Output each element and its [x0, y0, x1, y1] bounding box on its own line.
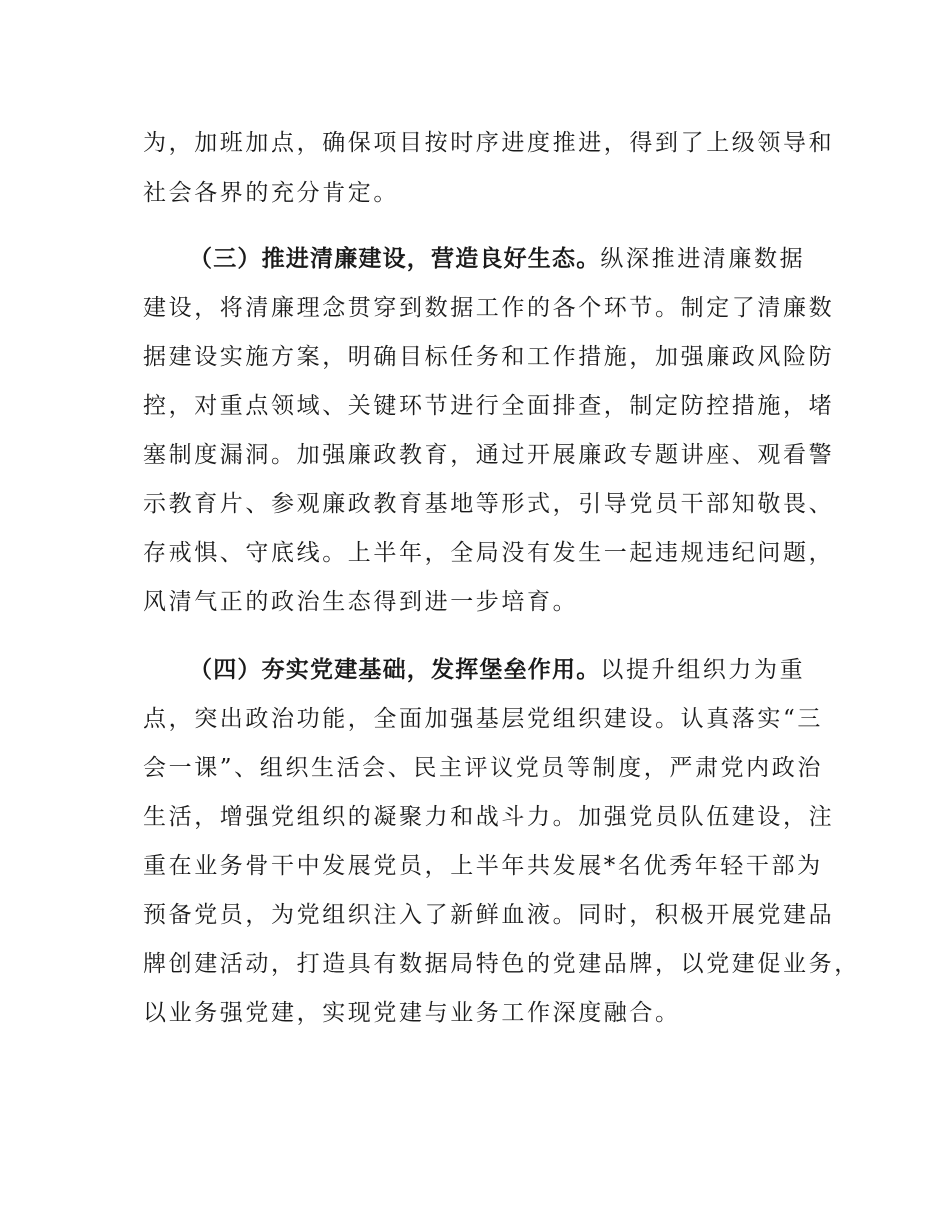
paragraph-line: 会一课”、组织生活会、民主评议党员等制度，严肃党内政治 [143, 755, 823, 781]
paragraph-line: 建设，将清廉理念贯穿到数据工作的各个环节。制定了清廉数 [143, 295, 835, 321]
paragraph-line: 点，突出政治功能，全面加强基层党组织建设。认真落实“三 [143, 706, 823, 732]
paragraph-line: 存戒惧、守底线。上半年，全局没有发生一起违规违纪问题， [143, 540, 835, 566]
section-3-heading: （三）推进清廉建设，营造良好生态。 [189, 246, 601, 272]
paragraph-line: 示教育片、参观廉政教育基地等形式，引导党员干部知敬畏、 [143, 491, 835, 517]
paragraph-line: 生活，增强党组织的凝聚力和战斗力。加强党员队伍建设，注 [143, 804, 835, 830]
paragraph-line: 预备党员，为党组织注入了新鲜血液。同时，积极开展党建品 [143, 902, 835, 928]
section-4-heading: （四）夯实党建基础，发挥堡垒作用。 [189, 657, 601, 683]
paragraph-line: 重在业务骨干中发展党员，上半年共发展*名优秀年轻干部为 [143, 853, 823, 879]
paragraph-line: 控，对重点领域、关键环节进行全面排查，制定防控措施，堵 [143, 393, 835, 419]
section-4-first-line [189, 655, 805, 685]
section-4-first-line-text: 以提升组织力为重 [600, 657, 806, 683]
paragraph-line: 牌创建活动，打造具有数据局特色的党建品牌，以党建促业务， [143, 951, 860, 977]
paragraph-line: 以业务强党建，实现党建与业务工作深度融合。 [143, 1000, 681, 1026]
section-3-first-line [189, 244, 805, 274]
section-3-first-line-text: 纵深推进清廉数据 [600, 246, 806, 272]
paragraph-line: 为，加班加点，确保项目按时序进度推进，得到了上级领导和 [143, 130, 835, 156]
paragraph-line: 风清气正的政治生态得到进一步培育。 [143, 589, 579, 615]
paragraph-line: 社会各界的充分肯定。 [143, 180, 399, 206]
paragraph-line: 塞制度漏洞。加强廉政教育，通过开展廉政专题讲座、观看警 [143, 442, 835, 468]
paragraph-line: 据建设实施方案，明确目标任务和工作措施，加强廉政风险防 [143, 344, 835, 370]
